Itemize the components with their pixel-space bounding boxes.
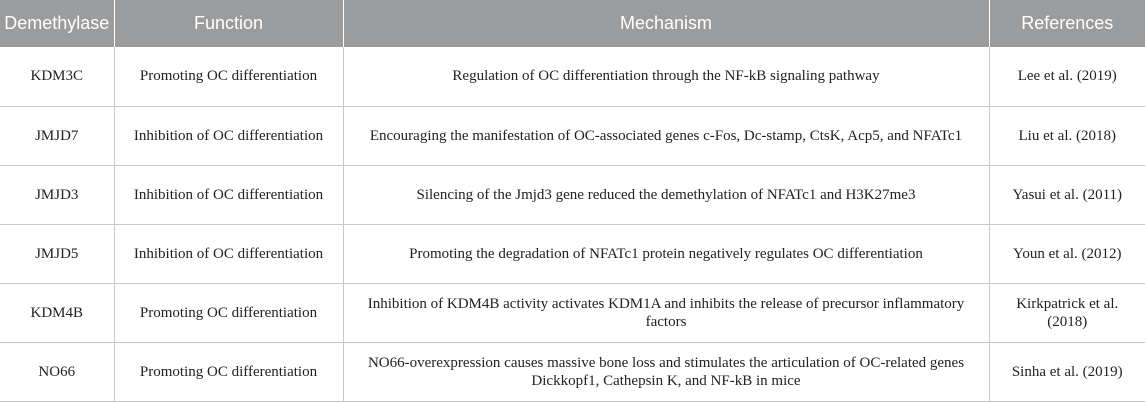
cell-demethylase: JMJD7 xyxy=(0,106,114,165)
cell-function: Inhibition of OC differentiation xyxy=(114,224,343,283)
table-row xyxy=(0,283,1145,342)
table-row xyxy=(0,47,1145,106)
cell-demethylase: NO66 xyxy=(0,342,114,401)
cell-references: Youn et al. (2012) xyxy=(989,224,1145,283)
cell-references: Lee et al. (2019) xyxy=(989,47,1145,106)
header-row xyxy=(0,0,1145,47)
header-demethylase: Demethylase xyxy=(0,0,114,47)
table-body xyxy=(0,47,1145,401)
cell-references: Kirkpatrick et al. (2018) xyxy=(989,283,1145,342)
cell-demethylase: KDM4B xyxy=(0,283,114,342)
header-function: Function xyxy=(114,0,343,47)
cell-demethylase: KDM3C xyxy=(0,47,114,106)
cell-mechanism: Inhibition of KDM4B activity activates KDM1A and inhibits the release of precursor inflammatory factors xyxy=(343,283,989,342)
cell-function: Promoting OC differentiation xyxy=(114,283,343,342)
cell-function: Promoting OC differentiation xyxy=(114,47,343,106)
header-references: References xyxy=(989,0,1145,47)
table-row xyxy=(0,165,1145,224)
table-header xyxy=(0,0,1145,47)
table-row xyxy=(0,224,1145,283)
cell-mechanism: NO66-overexpression causes massive bone loss and stimulates the articulation of OC-related genes Dickkopf1, Cathepsin K, and NF-kB in mice xyxy=(343,342,989,401)
cell-demethylase: JMJD5 xyxy=(0,224,114,283)
table-row xyxy=(0,106,1145,165)
cell-mechanism: Promoting the degradation of NFATc1 protein negatively regulates OC differentiation xyxy=(343,224,989,283)
cell-references: Sinha et al. (2019) xyxy=(989,342,1145,401)
cell-function: Promoting OC differentiation xyxy=(114,342,343,401)
cell-references: Liu et al. (2018) xyxy=(989,106,1145,165)
cell-demethylase: JMJD3 xyxy=(0,165,114,224)
cell-references: Yasui et al. (2011) xyxy=(989,165,1145,224)
cell-mechanism: Regulation of OC differentiation through the NF-kB signaling pathway xyxy=(343,47,989,106)
cell-mechanism: Silencing of the Jmjd3 gene reduced the demethylation of NFATc1 and H3K27me3 xyxy=(343,165,989,224)
table-row xyxy=(0,342,1145,401)
header-mechanism: Mechanism xyxy=(343,0,989,47)
cell-function: Inhibition of OC differentiation xyxy=(114,106,343,165)
cell-mechanism: Encouraging the manifestation of OC-associated genes c-Fos, Dc-stamp, CtsK, Acp5, and NFATc1 xyxy=(343,106,989,165)
cell-function: Inhibition of OC differentiation xyxy=(114,165,343,224)
